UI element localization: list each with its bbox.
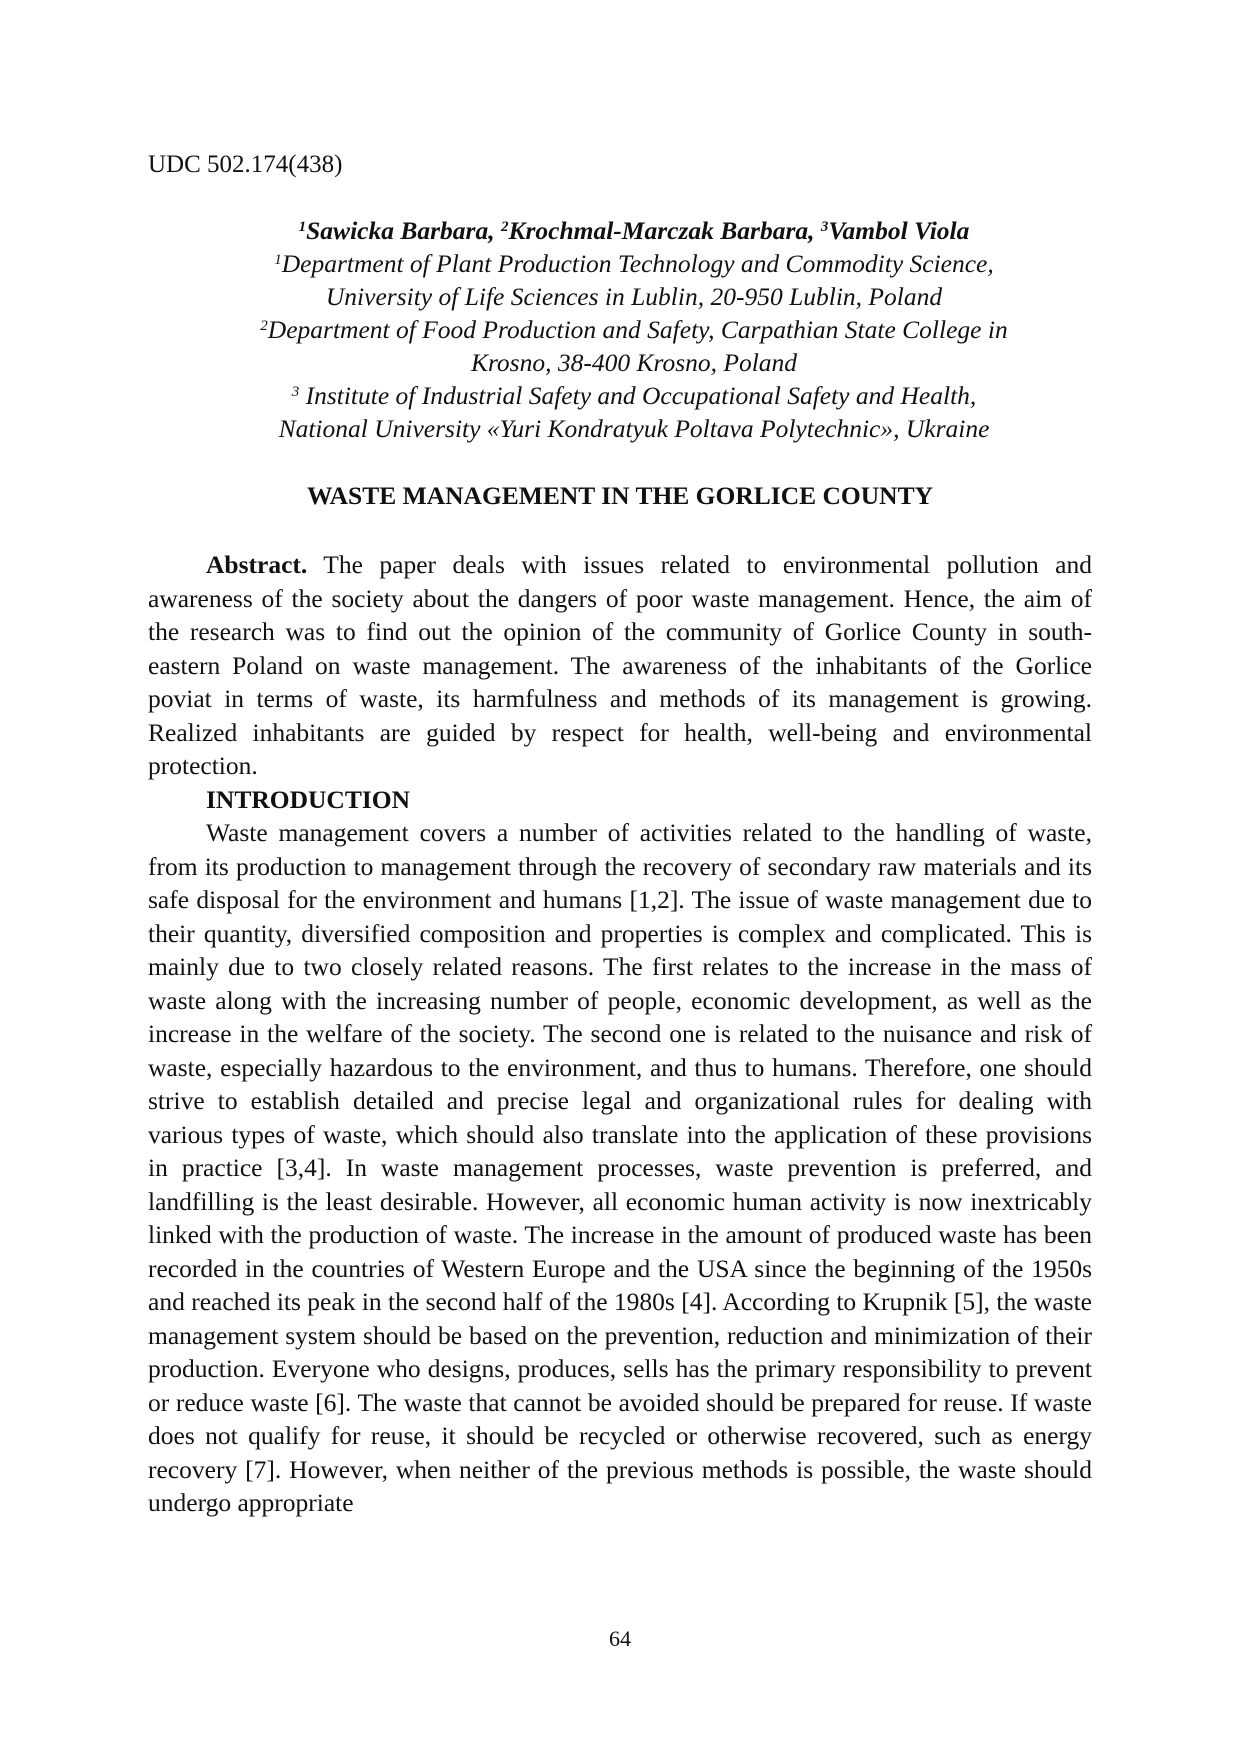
udc-code: UDC 502.174(438) xyxy=(148,151,343,178)
affiliation-2-line-1 xyxy=(160,313,1108,346)
affiliation-1-line-1 xyxy=(160,247,1108,280)
affiliation-1-index: 1 xyxy=(274,251,282,268)
author-list xyxy=(160,214,1108,247)
affiliation-3-line-2: National University «Yuri Kondratyuk Poltava Polytechnic», Ukraine xyxy=(278,414,990,443)
affiliation-3-line-1 xyxy=(160,379,1108,412)
author-2: Krochmal-Marczak Barbara, xyxy=(508,216,815,245)
abstract-text: The paper deals with issues related to environmental pollution and awareness of the society about the dangers of poor waste management. Hence, the aim of the research was to find out the opinion of the community of Gorlice County in south-eastern Poland on waste management. The awareness of the inhabitants of the Gorlice poviat in terms of waste, its harmfulness and methods of its management is growing. Realized inhabitants are guided by respect for health, well-being and environmental protection. xyxy=(148,550,1092,780)
affiliation-2-index: 2 xyxy=(260,317,268,334)
author-3: Vambol Viola xyxy=(828,216,970,245)
introduction-paragraph: Waste management covers a number of activities related to the handling of waste, from its production to management through the recovery of secondary raw materials and its safe disposal for the environment and humans [1,2]. The issue of waste management due to their quantity, diversified composition and properties is complex and complicated. This is mainly due to two closely related reasons. The first relates to the increase in the mass of waste along with the increasing number of people, economic development, as well as the increase in the welfare of the society. The second one is related to the nuisance and risk of waste, especially hazardous to the environment, and thus to humans. Therefore, one should strive to establish detailed and precise legal and organizational rules for dealing with various types of waste, which should also translate into the application of these provisions in practice [3,4]. In waste management processes, waste prevention is preferred, and landfilling is the least desirable. However, all economic human activity is now inextricably linked with the production of waste. The increase in the amount of produced waste has been recorded in the countries of Western Europe and the USA since the beginning of the 1950s and reached its peak in the second half of the 1980s [4]. According to Krupnik [5], the waste management system should be based on the prevention, reduction and minimization of their production. Everyone who designs, produces, sells has the primary responsibility to prevent or reduce waste [6]. The waste that cannot be avoided should be prepared for reuse. If waste does not qualify for reuse, it should be recycled or otherwise recovered, such as energy recovery [7]. However, when neither of the previous methods is possible, the waste should undergo appropriate xyxy=(148,818,1092,1517)
abstract-label: Abstract. xyxy=(206,550,308,579)
affiliation-3-text-1: Institute of Industrial Safety and Occupational Safety and Health, xyxy=(299,381,977,410)
author-index-2: 2 xyxy=(500,218,509,235)
affiliation-1-text-1: Department of Plant Production Technology and Commodity Science, xyxy=(281,249,994,278)
affiliation-3-index: 3 xyxy=(291,383,300,400)
page-number: 64 xyxy=(609,1626,631,1651)
authors-affiliations-block xyxy=(160,214,1108,445)
affiliation-2-line-2: Krosno, 38-400 Krosno, Poland xyxy=(470,348,798,377)
abstract-paragraph xyxy=(148,548,1092,783)
paper-body xyxy=(148,548,1092,1520)
paper-title: WASTE MANAGEMENT IN THE GORLICE COUNTY xyxy=(306,481,934,510)
affiliation-2-text-1: Department of Food Production and Safety, Carpathian State College in xyxy=(267,315,1008,344)
introduction-heading: INTRODUCTION xyxy=(206,784,411,814)
author-index-3: 3 xyxy=(820,218,829,235)
author-index-1: 1 xyxy=(298,218,307,235)
affiliation-1-line-2: University of Life Sciences in Lublin, 20-950 Lublin, Poland xyxy=(325,282,943,311)
author-1: Sawicka Barbara, xyxy=(306,216,495,245)
